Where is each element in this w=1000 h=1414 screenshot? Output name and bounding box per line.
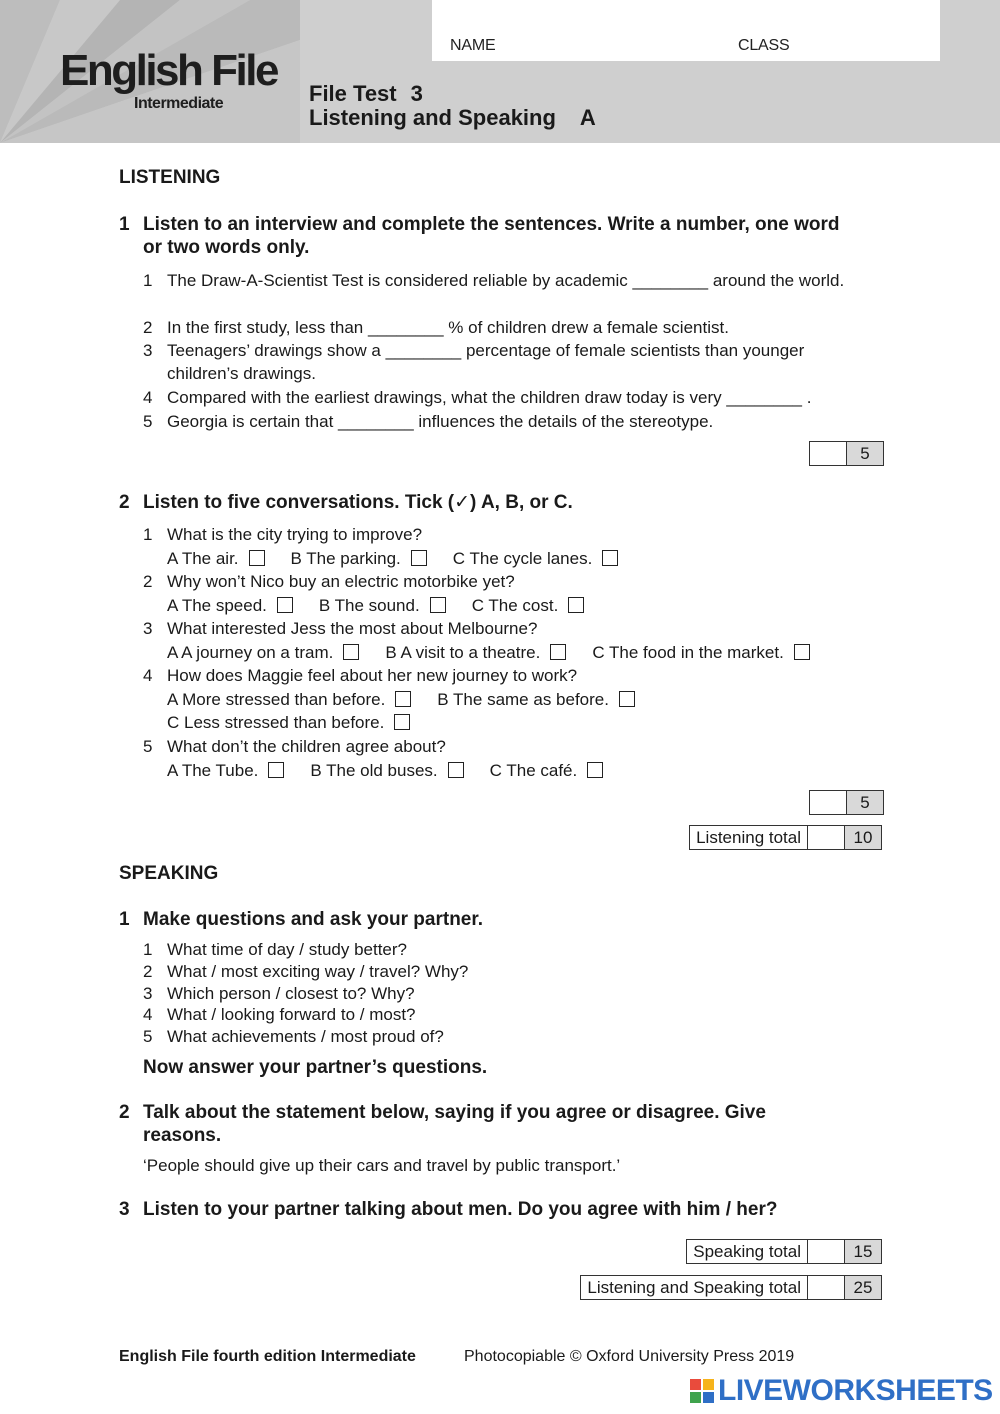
instruction-text: Talk about the statement below, saying if you agree or disagree. Give reasons.: [143, 1102, 766, 1146]
instruction-text: Listen to an interview and complete the sentences. Write a number, one word or two words only.: [143, 214, 840, 258]
tick-box-c[interactable]: [602, 550, 618, 566]
tick-box-c[interactable]: [568, 597, 584, 613]
watermark-text: LIVEWORKSHEETS: [718, 1374, 993, 1407]
item-text: Georgia is certain that ________ influences the details of the stereotype.: [167, 412, 714, 431]
list-item: [143, 316, 867, 339]
score-max: 5: [847, 442, 883, 465]
item-number: 5: [143, 412, 153, 431]
option-c: C The cost.: [471, 596, 559, 615]
question-text: How does Maggie feel about her new journey to work?: [167, 666, 578, 685]
speaking-statement: ‘People should give up their cars and travel by public transport.’: [143, 1156, 621, 1175]
speaking-total-label: Speaking total: [687, 1240, 808, 1263]
item-text: What achievements / most proud of?: [167, 1027, 444, 1046]
grand-total-label: Listening and Speaking total: [581, 1276, 808, 1299]
item-text: What time of day / study better?: [167, 940, 408, 959]
list-item: [143, 1026, 444, 1048]
speaking-total-box: [686, 1239, 882, 1264]
question-number: 1: [143, 525, 153, 544]
logo-title: English File: [60, 46, 277, 95]
question: [143, 617, 867, 640]
instruction-text: Make questions and ask your partner.: [143, 909, 483, 930]
score-input[interactable]: [810, 442, 847, 465]
exercise-number: 3: [119, 1199, 130, 1220]
tick-box-b[interactable]: [619, 691, 635, 707]
score-box: [809, 441, 884, 466]
class-label: CLASS: [738, 37, 790, 54]
tick-box-c[interactable]: [587, 762, 603, 778]
item-number: 2: [143, 318, 153, 337]
option-b: B The same as before.: [437, 690, 609, 709]
item-number: 3: [143, 341, 153, 360]
tick-box-a[interactable]: [395, 691, 411, 707]
exercise-number: 2: [119, 492, 130, 513]
item-number: 4: [143, 1005, 153, 1024]
option-a: A A journey on a tram.: [167, 643, 334, 662]
item-number: 1: [143, 271, 153, 290]
item-number: 3: [143, 984, 153, 1003]
footer-copyright: Photocopiable © Oxford University Press 2019: [464, 1348, 795, 1365]
instruction-text: Listen to your partner talking about men. Do you agree with him / her?: [143, 1199, 778, 1220]
list-item: [143, 961, 468, 983]
score-max: 10: [845, 826, 881, 849]
question-text: What interested Jess the most about Melbourne?: [167, 619, 538, 638]
score-max: 25: [845, 1276, 881, 1299]
name-label: NAME: [450, 37, 496, 54]
item-text: In the first study, less than ________ % of children drew a female scientist.: [167, 318, 729, 337]
item-text: Compared with the earliest drawings, what the children draw today is very ________ .: [167, 388, 812, 407]
listening-ex1-instruction: [119, 213, 843, 259]
score-input[interactable]: [808, 826, 845, 849]
tick-box-b[interactable]: [448, 762, 464, 778]
listening-total-box: [689, 825, 882, 850]
header-band: [0, 0, 1000, 143]
question-text: Why won’t Nico buy an electric motorbike yet?: [167, 572, 515, 591]
option-a: A The speed.: [167, 596, 267, 615]
question: [143, 735, 867, 758]
tick-box-c[interactable]: [794, 644, 810, 660]
option-c: C The food in the market.: [592, 643, 784, 662]
test-version: A: [579, 105, 596, 130]
speaking-ex3-instruction: [119, 1198, 863, 1221]
tick-box-c[interactable]: [394, 714, 410, 730]
option-b: B A visit to a theatre.: [385, 643, 541, 662]
item-number: 1: [143, 940, 153, 959]
page-title: [309, 82, 596, 130]
score-box: [809, 790, 884, 815]
item-number: 2: [143, 962, 153, 981]
question-number: 2: [143, 572, 153, 591]
liveworksheets-watermark: [690, 1374, 993, 1408]
list-item: [143, 939, 407, 961]
options-row: [167, 547, 644, 570]
question-number: 3: [143, 619, 153, 638]
tick-box-a[interactable]: [249, 550, 265, 566]
question-text: What don’t the children agree about?: [167, 737, 446, 756]
question-text: What is the city trying to improve?: [167, 525, 423, 544]
exercise-number: 2: [119, 1102, 130, 1123]
item-text: What / looking forward to / most?: [167, 1005, 416, 1024]
score-input[interactable]: [810, 791, 847, 814]
grand-total-box: [580, 1275, 882, 1300]
tick-box-b[interactable]: [550, 644, 566, 660]
listening-heading: LISTENING: [119, 167, 221, 188]
test-label: File Test: [309, 81, 397, 106]
liveworksheets-logo-icon: [690, 1379, 714, 1403]
footer-edition: English File fourth edition Intermediate: [119, 1348, 416, 1365]
question-number: 5: [143, 737, 153, 756]
option-c: C The cycle lanes.: [452, 549, 593, 568]
speaking-ex1-instruction: [119, 908, 843, 931]
item-number: 4: [143, 388, 153, 407]
option-c: C The café.: [489, 761, 578, 780]
tick-box-a[interactable]: [268, 762, 284, 778]
score-input[interactable]: [808, 1240, 845, 1263]
options-row: [167, 641, 810, 664]
test-number: 3: [410, 81, 423, 106]
test-subtitle: Listening and Speaking: [309, 105, 556, 130]
item-text: Which person / closest to? Why?: [167, 984, 415, 1003]
logo-subtitle: Intermediate: [134, 95, 224, 112]
tick-box-b[interactable]: [411, 550, 427, 566]
list-item: [143, 386, 867, 409]
list-item: [143, 269, 867, 292]
question: [143, 664, 867, 687]
speaking-ex2-instruction: [119, 1101, 843, 1147]
option-b: B The parking.: [290, 549, 401, 568]
instruction-text: Listen to five conversations. Tick (✓) A, B, or C.: [143, 492, 573, 513]
options-row: [167, 688, 661, 711]
question: [143, 523, 867, 546]
speaking-heading: SPEAKING: [119, 863, 219, 884]
list-item: [143, 339, 867, 385]
list-item: [143, 1004, 416, 1026]
item-text: The Draw-A-Scientist Test is considered reliable by academic ________ around the world.: [167, 271, 845, 290]
item-text: Teenagers’ drawings show a ________ percentage of female scientists than younger children’s drawings.: [167, 341, 805, 383]
item-number: 5: [143, 1027, 153, 1046]
options-row: [167, 759, 629, 782]
question: [143, 570, 867, 593]
option-c: C Less stressed than before.: [167, 713, 385, 732]
option-a: A More stressed than before.: [167, 690, 386, 709]
listening-total-label: Listening total: [690, 826, 808, 849]
option-b: B The sound.: [318, 596, 420, 615]
option-a: A The air.: [167, 549, 239, 568]
tick-box-a[interactable]: [343, 644, 359, 660]
exercise-number: 1: [119, 214, 130, 235]
list-item: [143, 410, 867, 433]
name-class-bar: [432, 0, 940, 61]
options-row: [167, 711, 436, 734]
options-row: [167, 594, 610, 617]
exercise-number: 1: [119, 909, 130, 930]
tick-box-b[interactable]: [430, 597, 446, 613]
score-input[interactable]: [808, 1276, 845, 1299]
option-b: B The old buses.: [310, 761, 438, 780]
question-number: 4: [143, 666, 153, 685]
speaking-follow-up: Now answer your partner’s questions.: [143, 1057, 488, 1078]
tick-box-a[interactable]: [277, 597, 293, 613]
list-item: [143, 983, 415, 1005]
listening-ex2-instruction: [119, 491, 843, 514]
score-max: 15: [845, 1240, 881, 1263]
score-max: 5: [847, 791, 883, 814]
item-text: What / most exciting way / travel? Why?: [167, 962, 469, 981]
option-a: A The Tube.: [167, 761, 259, 780]
